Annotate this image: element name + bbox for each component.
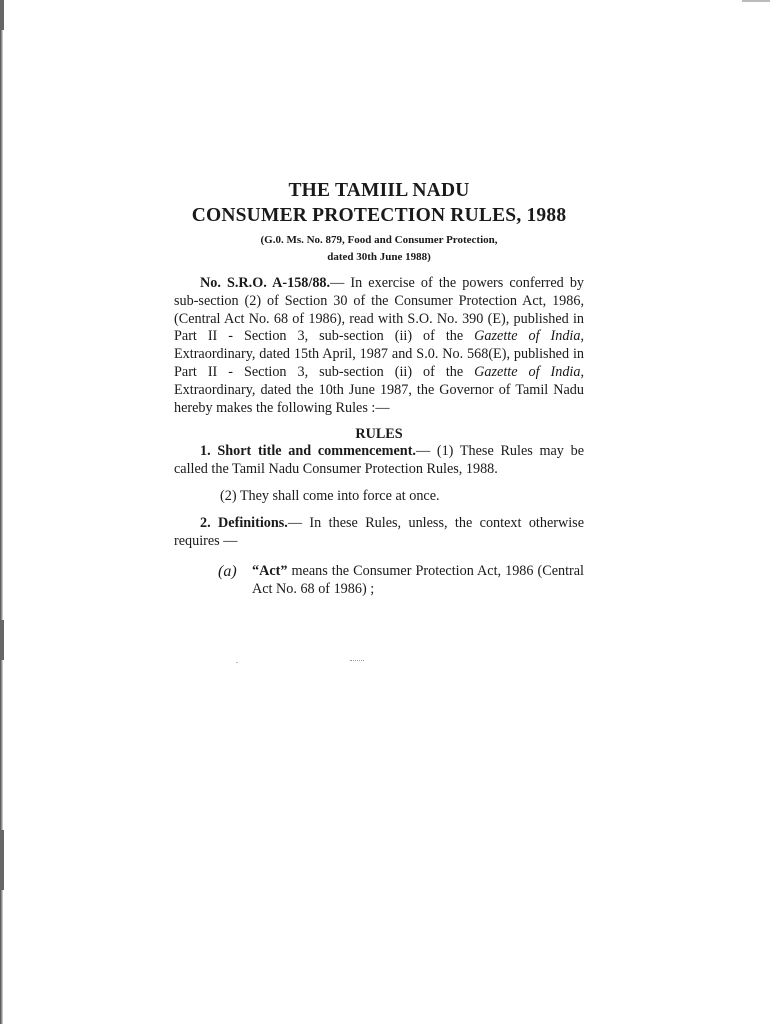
- subtitle-line-1: (G.0. Ms. No. 879, Food and Consumer Protection,: [260, 234, 498, 246]
- defined-term: “Act”: [252, 563, 288, 580]
- scan-edge-mark: [0, 0, 4, 30]
- preamble-text: — In exercise of the powers conferred by sub-section (2) of Section 30 of the Consumer Protection Act, 1986, (Central Act No. 68 of 1986), read with S.O. No. 390 (E), published in Part II - Section 3, sub-section (ii) of the: [174, 275, 585, 345]
- gazette-reference: Gazette of India: [474, 363, 581, 380]
- preamble-paragraph: [174, 275, 584, 417]
- clause-a-mark: (a): [218, 563, 237, 581]
- scan-edge-mark: [0, 620, 4, 660]
- subtitle: [174, 232, 584, 266]
- clause-a-text: means the Consumer Protection Act, 1986 (Central Act No. 68 of 1986) ;: [252, 563, 584, 598]
- rules-heading: RULES: [355, 426, 403, 443]
- notification-number: No. S.R.O. A-158/88.: [200, 275, 331, 291]
- rule-2-heading: 2. Definitions.: [200, 514, 288, 531]
- rule-1-heading: 1. Short title and commencement.: [200, 443, 416, 460]
- title-line-1: THE TAMIIL NADU: [288, 180, 470, 201]
- scan-edge-mark: [0, 830, 4, 890]
- title-line-2: CONSUMER PROTECTION RULES, 1988: [191, 205, 567, 226]
- rule-1: [174, 443, 584, 479]
- clause-a-body: [252, 563, 584, 599]
- document-page: [174, 178, 584, 599]
- scan-top-edge: [742, 0, 770, 2]
- rule-1-text: — (1) These Rules may be called the Tamil Nadu Consumer Protection Rules, 1988.: [174, 443, 584, 478]
- clause-a: [174, 563, 584, 599]
- preamble-text: , Extraordinary, dated 15th April, 1987 and S.0. No. 568(E), published in Part II - Section 3, sub-section (ii) of the: [174, 328, 585, 380]
- rule-2-text: — In these Rules, unless, the context otherwise requires —: [174, 514, 584, 549]
- rule-2: [174, 515, 584, 551]
- scan-smudge: [350, 656, 364, 661]
- scan-speck: [236, 662, 238, 663]
- preamble-text: , Extraordinary, dated the 10th June 1987, the Governor of Tamil Nadu hereby makes the following Rules :—: [174, 363, 585, 416]
- rule-1-subrule-2: (2) They shall come into force at once.: [220, 487, 440, 504]
- subtitle-line-2: dated 30th June 1988): [327, 251, 431, 263]
- gazette-reference: Gazette of India: [474, 328, 581, 345]
